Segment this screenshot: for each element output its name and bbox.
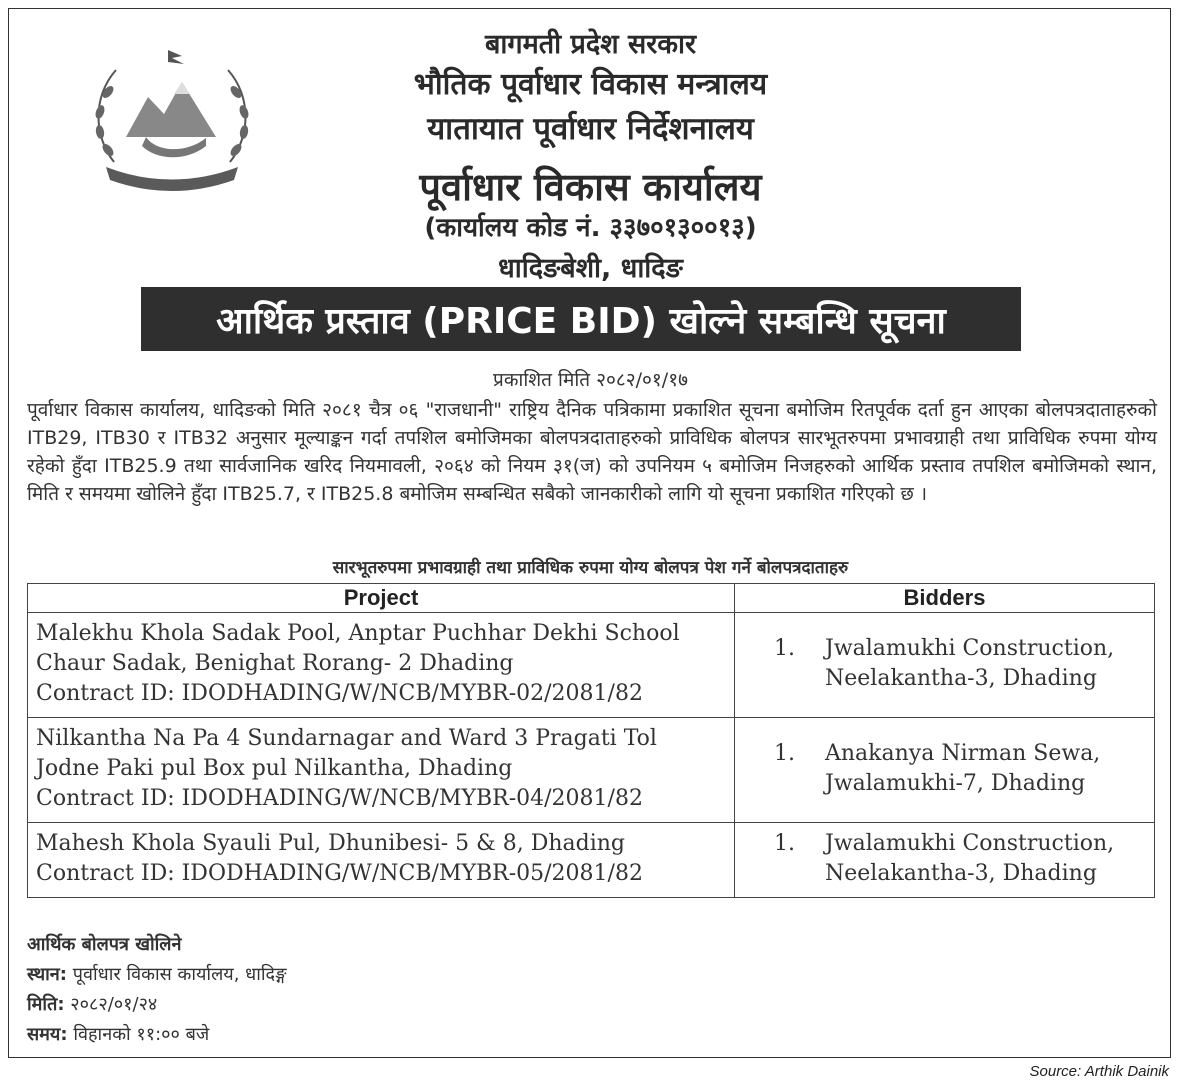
contract-id: Contract ID: IDODHADING/W/NCB/MYBR-05/2081/82 — [36, 861, 643, 886]
time-value: विहानको ११:०० बजे — [73, 1024, 210, 1045]
opening-date — [27, 990, 287, 1020]
opening-heading: आर्थिक बोलपत्र खोलिने — [27, 934, 182, 955]
table-caption: सारभूतरुपमा प्रभावग्राही तथा प्राविधिक रुपमा योग्य बोलपत्र पेश गर्ने बोलपत्रदाताहरु — [332, 558, 849, 578]
header-ministry: भौतिक पूर्वाधार विकास मन्त्रालय — [413, 67, 768, 102]
bidder-number: 1. — [774, 741, 795, 766]
bidders-column-header: Bidders — [735, 584, 1155, 613]
bidder-number: 1. — [774, 636, 795, 661]
bidder-cell — [735, 613, 1155, 718]
date-label: मिति: — [27, 994, 65, 1015]
source-credit: Source: Arthik Dainik — [1029, 1063, 1169, 1080]
bidder-address: Neelakantha-3, Dhading — [825, 861, 1097, 886]
date-value: २०८२/०१/२४ — [70, 994, 158, 1015]
project-cell — [28, 823, 735, 898]
project-cell — [28, 613, 735, 718]
place-value: पूर्वाधार विकास कार्यालय, धादिङ्ग — [72, 964, 287, 985]
opening-time — [27, 1020, 287, 1050]
table-row — [28, 823, 1155, 898]
project-name: Nilkantha Na Pa 4 Sundarnagar and Ward 3 Pragati Tol Jodne Paki pul Box pul Nilkantha, Dhading — [36, 726, 657, 781]
bidder-number: 1. — [774, 831, 795, 856]
bidder-name: Jwalamukhi Construction, — [825, 831, 1115, 856]
bidders-table — [27, 583, 1155, 898]
notice-body: पूर्वाधार विकास कार्यालय, धादिङको मिति २०८१ चैत्र ०६ "राजधानी" राष्ट्रिय दैनिक पत्रिकामा प्रकाशित सूचना बमोजिम रितपूर्वक दर्ता हुन आएका बोलपत्रदाताहरुको ITB29, ITB30 र ITB32 अनुसार मूल्याङ्कन गर्दा तपशिल बमोजिमका बोलपत्रदाताहरुको प्राविधिक बोलपत्र सारभूतरुपमा प्रभावग्राही तथा प्राविधिक रुपमा योग्य रहेको हुँदा ITB25.9 तथा सार्वजानिक खरिद नियमावली, २०६४ को नियम ३१(ज) को उपनियम ५ बमोजिम निजहरुको आर्थिक प्रस्ताव तपशिल बमोजिमको स्थान, मिति र समयमा खोलिने हुँदा ITB25.7, र ITB25.8 बमोजिम सम्बन्धित सबैको जानकारीको लागि यो सूचना प्रकाशित गरिएको छ । — [27, 399, 1157, 505]
contract-id: Contract ID: IDODHADING/W/NCB/MYBR-02/2081/82 — [36, 681, 643, 706]
contract-id: Contract ID: IDODHADING/W/NCB/MYBR-04/2081/82 — [36, 786, 643, 811]
bidder-name: Anakanya Nirman Sewa, — [825, 741, 1101, 766]
table-row — [28, 718, 1155, 823]
header-location: धादिङबेशी, धादिङ — [498, 253, 683, 284]
bidder-address: Jwalamukhi-7, Dhading — [825, 771, 1086, 796]
bidder-cell — [735, 823, 1155, 898]
bid-opening-details — [27, 930, 287, 1050]
table-row — [28, 613, 1155, 718]
header-office-code: (कार्यालय कोड नं. ३३७०१३००१३) — [424, 213, 757, 243]
bidder-address: Neelakantha-3, Dhading — [825, 666, 1097, 691]
place-label: स्थान: — [27, 964, 67, 985]
notice-title-banner: आर्थिक प्रस्ताव (PRICE BID) खोल्ने सम्बन्धि सूचना — [141, 287, 1021, 351]
time-label: समय: — [27, 1024, 68, 1045]
project-column-header: Project — [28, 584, 735, 613]
header-office-name: पूर्वाधार विकास कार्यालय — [419, 165, 762, 209]
published-date: प्रकाशित मिति २०८२/०१/१७ — [493, 369, 688, 391]
bidder-name: Jwalamukhi Construction, — [825, 636, 1115, 661]
header-province: बागमती प्रदेश सरकार — [484, 29, 697, 60]
bidder-cell — [735, 718, 1155, 823]
project-cell — [28, 718, 735, 823]
project-name: Mahesh Khola Syauli Pul, Dhunibesi- 5 & 8, Dhading — [36, 831, 626, 856]
header-directorate: यातायात पूर्वाधार निर्देशनालय — [427, 111, 754, 147]
project-name: Malekhu Khola Sadak Pool, Anptar Puchhar Dekhi School Chaur Sadak, Benighat Rorang- 2 Dhading — [36, 621, 680, 676]
table-header-row — [28, 584, 1155, 613]
opening-place — [27, 960, 287, 990]
